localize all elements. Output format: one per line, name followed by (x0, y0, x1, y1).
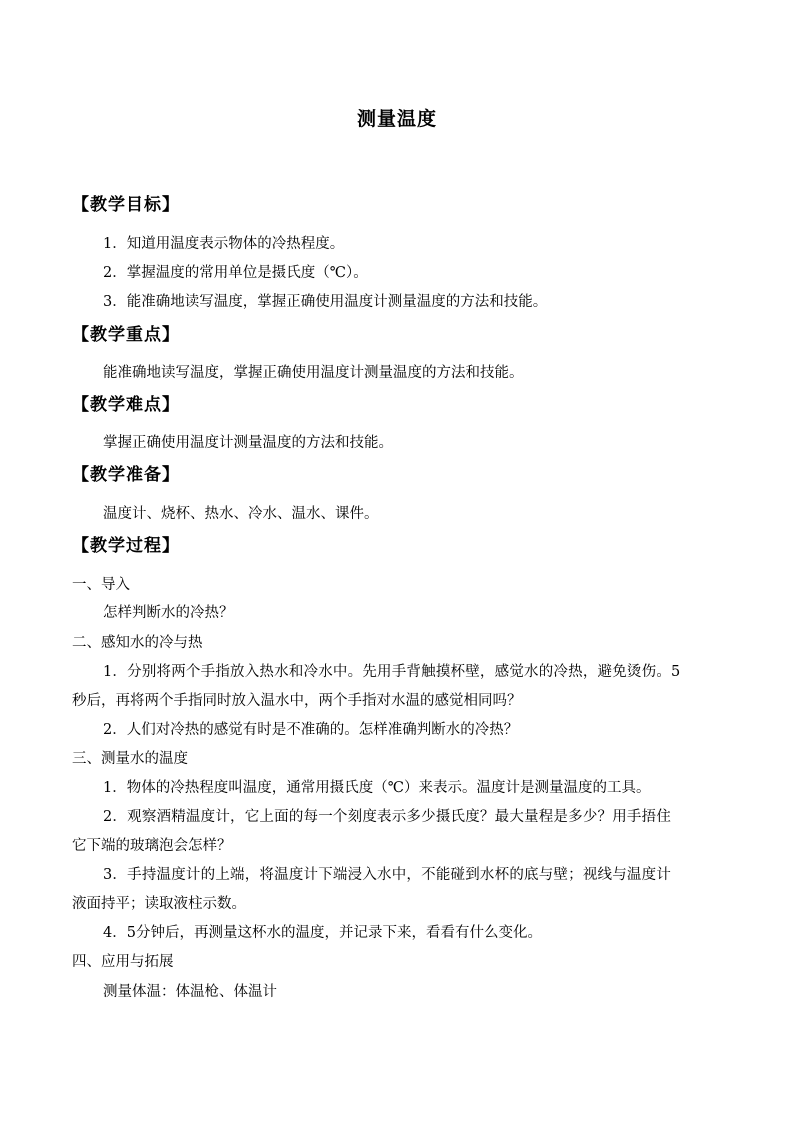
objective-item-2: 2．掌握温度的常用单位是摄氏度（℃）。 (103, 265, 368, 281)
process-step-2-item-1-line-2: 秒后，再将两个手指同时放入温水中，两个手指对水温的感觉相同吗？ (72, 693, 522, 709)
key-points-text: 能准确地读写温度，掌握正确使用温度计测量温度的方法和技能。 (103, 365, 524, 381)
process-step-3-item-2-line-2: 它下端的玻璃泡会怎样？ (72, 838, 232, 854)
process-step-3-item-3-line-1: 3．手持温度计的上端，将温度计下端浸入水中，不能碰到水杯的底与壁；视线与温度计 (103, 867, 672, 883)
process-step-1-heading: 一、导入 (72, 577, 130, 593)
preparation-text: 温度计、烧杯、热水、冷水、温水、课件。 (103, 506, 379, 522)
process-step-4-text: 测量体温：体温枪、体温计 (103, 984, 277, 1000)
process-step-2-item-2: 2．人们对冷热的感觉有时是不准确的。怎样准确判断水的冷热？ (103, 722, 519, 738)
process-step-4-heading: 四、应用与拓展 (72, 954, 174, 970)
process-step-3-item-2-line-1: 2．观察酒精温度计，它上面的每一个刻度表示多少摄氏度？最大量程是多少？用手捂住 (103, 809, 672, 825)
section-heading-difficulties: 【教学难点】 (72, 395, 180, 415)
page-title: 测量温度 (356, 108, 437, 130)
process-step-3-item-1: 1．物体的冷热程度叫温度，通常用摄氏度（℃）来表示。温度计是测量温度的工具。 (103, 780, 651, 796)
difficulties-text: 掌握正确使用温度计测量温度的方法和技能。 (103, 435, 393, 451)
process-step-3-heading: 三、测量水的温度 (72, 751, 188, 767)
objective-item-3: 3．能准确地读写温度，掌握正确使用温度计测量温度的方法和技能。 (103, 294, 548, 310)
process-step-2-heading: 二、感知水的冷与热 (72, 635, 203, 651)
section-heading-process: 【教学过程】 (72, 536, 180, 556)
process-step-2-item-1-line-1: 1．分别将两个手指放入热水和冷水中。先用手背触摸杯壁，感觉水的冷热，避免烫伤。5 (103, 664, 681, 680)
process-step-3-item-4: 4．5分钟后，再测量这杯水的温度，并记录下来，看看有什么变化。 (103, 925, 542, 941)
section-heading-objectives: 【教学目标】 (72, 195, 180, 215)
section-heading-preparation: 【教学准备】 (72, 465, 180, 485)
process-step-1-text: 怎样判断水的冷热？ (103, 605, 234, 621)
objective-item-1: 1．知道用温度表示物体的冷热程度。 (103, 236, 345, 252)
section-heading-key-points: 【教学重点】 (72, 325, 180, 345)
process-step-3-item-3-line-2: 液面持平；读取液柱示数。 (72, 896, 246, 912)
